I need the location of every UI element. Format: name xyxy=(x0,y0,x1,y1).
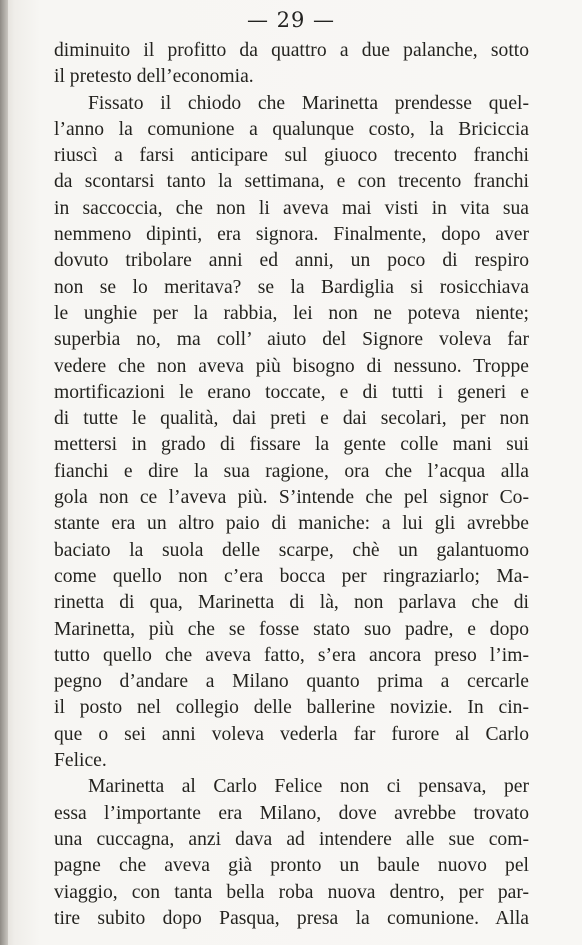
text-line: superbia no, ma coll’ aiuto del Signore voleva far xyxy=(54,329,529,351)
text-line: Fissato il chiodo che Marinetta prendesse quel- xyxy=(88,92,529,114)
body-text xyxy=(54,38,529,932)
text-line: mortificazioni le erano toccate, e di tutti i generi e xyxy=(54,381,529,403)
text-line: vedere che non aveva più bisogno di nessuno. Troppe xyxy=(54,355,529,377)
text-line: una cuccagna, anzi dava ad intendere alle sue com- xyxy=(54,828,529,850)
text-line: tutto quello che aveva fatto, s’era ancora preso l’im- xyxy=(54,644,529,666)
text-line: essa l’importante era Milano, dove avrebbe trovato xyxy=(54,802,529,824)
text-line: Marinetta al Carlo Felice non ci pensava, per xyxy=(88,776,529,798)
text-line: il posto nel collegio delle ballerine novizie. In cin- xyxy=(54,697,529,719)
text-line: Marinetta, più che se fosse stato suo padre, e dopo xyxy=(54,618,529,640)
text-line: le unghie per la rabbia, lei non ne poteva niente; xyxy=(54,302,529,324)
text-line: nemmeno dipinti, era signora. Finalmente, dopo aver xyxy=(54,224,529,246)
page-gutter-shadow xyxy=(0,0,8,945)
text-line: l’anno la comunione a qualunque costo, la Briciccia xyxy=(54,118,529,140)
text-line: baciato la suola delle scarpe, chè un galantuomo xyxy=(54,539,529,561)
text-line: dovuto tribolare anni ed anni, un poco di respiro xyxy=(54,250,529,272)
text-line: pegno d’andare a Milano quanto prima a cercarle xyxy=(54,671,529,693)
text-line: in saccoccia, che non li aveva mai visti in vita sua xyxy=(54,197,529,219)
text-line: fianchi e dire la sua ragione, ora che l’acqua alla xyxy=(54,460,529,482)
text-line: diminuito il profitto da quattro a due palanche, sotto xyxy=(54,40,529,61)
text-line: viaggio, con tanta bella roba nuova dentro, per par- xyxy=(54,881,529,903)
text-line: stante era un altro paio di maniche: a lui gli avrebbe xyxy=(54,513,529,535)
text-line: pagne che aveva già pronto un baule nuovo pel xyxy=(54,855,529,877)
text-line: mettersi in grado di fissare la gente colle mani sui xyxy=(54,434,529,456)
text-line: il pretesto dell’economia. xyxy=(54,66,254,88)
text-line: Felice. xyxy=(54,750,107,772)
text-line: gola non ce l’aveva più. S’intende che pel signor Co- xyxy=(54,487,529,509)
text-line: riuscì a farsi anticipare sul giuoco trecento franchi xyxy=(54,145,529,167)
page-number: — 29 — xyxy=(246,8,336,32)
text-line: tire subito dopo Pasqua, presa la comunione. Alla xyxy=(54,907,529,929)
text-line: non se lo meritava? se la Bardiglia si rosicchiava xyxy=(54,276,529,298)
text-line: que o sei anni voleva vederla far furore al Carlo xyxy=(54,723,529,745)
text-line: rinetta di qua, Marinetta di là, non parlava che di xyxy=(54,592,529,614)
text-line: come quello non c’era bocca per ringraziarlo; Ma- xyxy=(54,565,529,587)
text-line: di tutte le qualità, dai preti e dai secolari, per non xyxy=(54,408,529,430)
text-line: da scontarsi tanto la settimana, e con trecento franchi xyxy=(54,171,529,193)
